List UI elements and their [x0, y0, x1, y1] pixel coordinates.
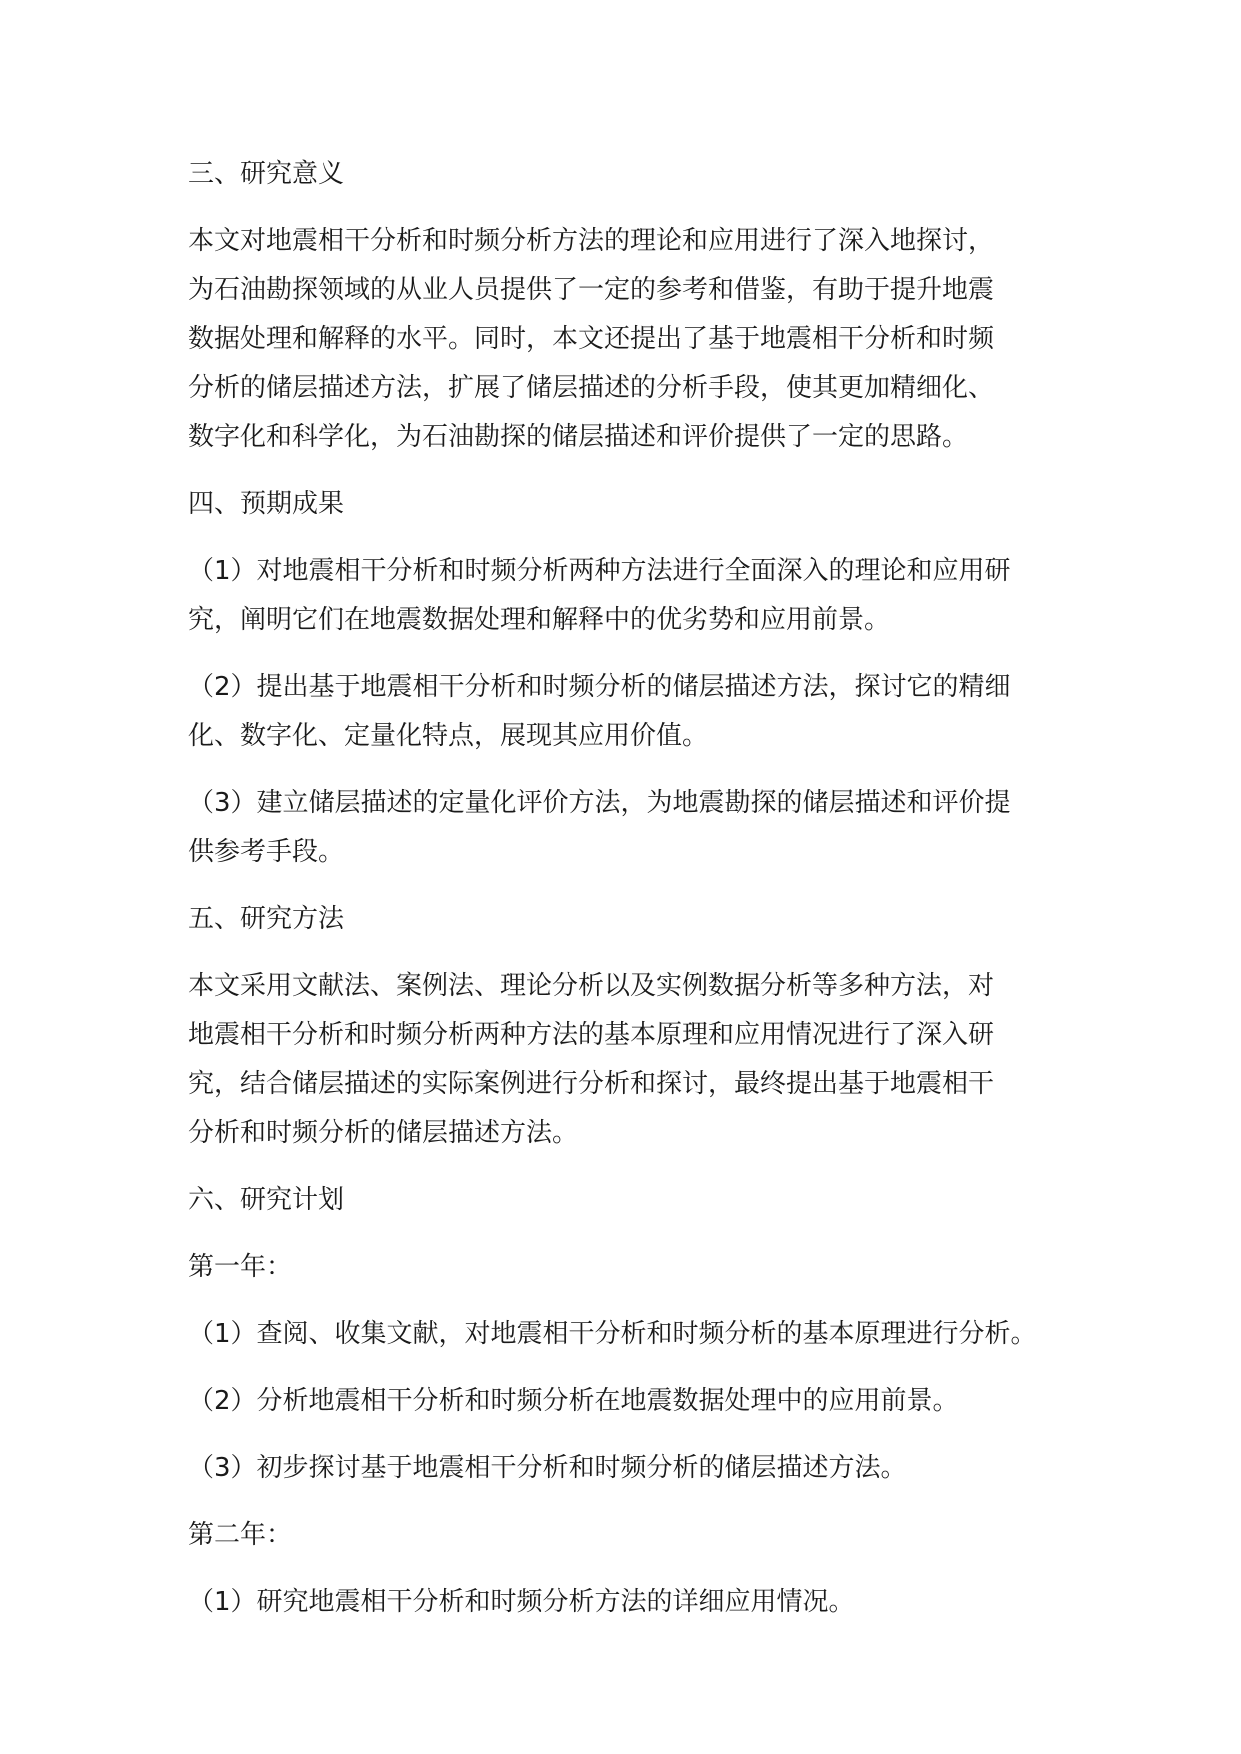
list-item-year2-1: （1）研究地震相干分析和时频分析方法的详细应用情况。	[188, 1587, 855, 1617]
section-heading-expected-results: 四、预期成果	[188, 489, 345, 519]
document-page	[188, 150, 1068, 1627]
text-line: 本文对地震相干分析和时频分析方法的理论和应用进行了深入地探讨，	[188, 226, 995, 256]
text-line: 地震相干分析和时频分析两种方法的基本原理和应用情况进行了深入研	[188, 1020, 995, 1050]
section-heading-plan: 六、研究计划	[188, 1185, 345, 1215]
text-line: 本文采用文献法、案例法、理论分析以及实例数据分析等多种方法，对	[188, 971, 995, 1001]
text-line: 化、数字化、定量化特点，展现其应用价值。	[188, 721, 709, 751]
text-line: 数字化和科学化，为石油勘探的储层描述和评价提供了一定的思路。	[188, 422, 969, 452]
year-heading-1: 第一年：	[188, 1252, 293, 1282]
list-item-result-1	[188, 547, 1068, 645]
text-line: 究，阐明它们在地震数据处理和解释中的优劣势和应用前景。	[188, 605, 891, 635]
text-line: 究，结合储层描述的实际案例进行分析和探讨，最终提出基于地震相干	[188, 1069, 995, 1099]
list-item-year1-1: （1）查阅、收集文献，对地震相干分析和时频分析的基本原理进行分析。	[188, 1319, 1037, 1349]
paragraph-methods	[188, 962, 1068, 1158]
list-item-year1-3: （3）初步探讨基于地震相干分析和时频分析的储层描述方法。	[188, 1453, 907, 1483]
list-item-result-2	[188, 663, 1068, 761]
text-line: （1）对地震相干分析和时频分析两种方法进行全面深入的理论和应用研	[188, 556, 1011, 586]
list-item-result-3	[188, 779, 1068, 877]
text-line: 供参考手段。	[188, 837, 345, 867]
text-line: 分析的储层描述方法，扩展了储层描述的分析手段，使其更加精细化、	[188, 373, 995, 403]
section-heading-significance: 三、研究意义	[188, 159, 345, 189]
paragraph-significance	[188, 217, 1068, 462]
text-line: （3）建立储层描述的定量化评价方法，为地震勘探的储层描述和评价提	[188, 788, 1011, 818]
list-item-year1-2: （2）分析地震相干分析和时频分析在地震数据处理中的应用前景。	[188, 1386, 959, 1416]
text-line: （2）提出基于地震相干分析和时频分析的储层描述方法，探讨它的精细	[188, 672, 1011, 702]
text-line: 数据处理和解释的水平。同时，本文还提出了基于地震相干分析和时频	[188, 324, 995, 354]
section-heading-methods: 五、研究方法	[188, 904, 345, 934]
text-line: 分析和时频分析的储层描述方法。	[188, 1118, 579, 1148]
text-line: 为石油勘探领域的从业人员提供了一定的参考和借鉴，有助于提升地震	[188, 275, 995, 305]
year-heading-2: 第二年：	[188, 1520, 293, 1550]
